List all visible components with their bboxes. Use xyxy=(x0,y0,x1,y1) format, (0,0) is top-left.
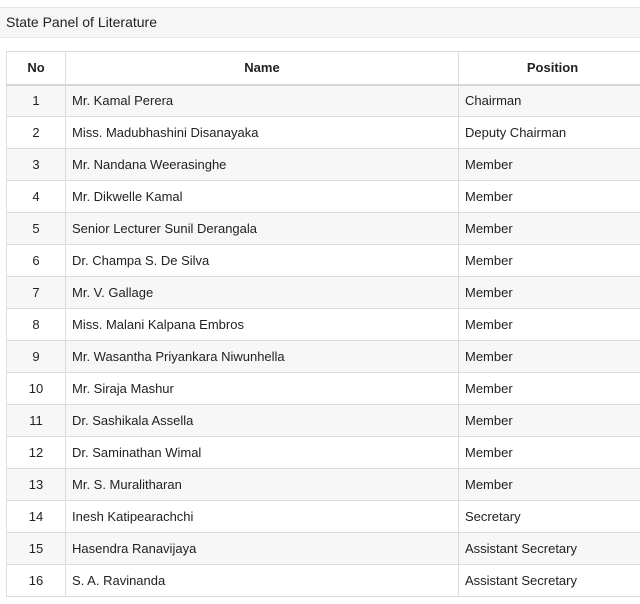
table-row xyxy=(7,341,640,373)
cell-no: 12 xyxy=(7,437,66,469)
cell-no: 11 xyxy=(7,405,66,437)
cell-no: 16 xyxy=(7,565,66,597)
cell-name: Mr. Wasantha Priyankara Niwunhella xyxy=(66,341,459,373)
table-row xyxy=(7,533,640,565)
cell-name: S. A. Ravinanda xyxy=(66,565,459,597)
table-row xyxy=(7,117,640,149)
cell-position: Chairman xyxy=(459,85,640,117)
cell-position: Member xyxy=(459,373,640,405)
table-row xyxy=(7,309,640,341)
cell-position: Secretary xyxy=(459,501,640,533)
cell-no: 5 xyxy=(7,213,66,245)
table-row xyxy=(7,245,640,277)
column-header-no[interactable]: No xyxy=(7,52,66,85)
cell-no: 1 xyxy=(7,85,66,117)
table-row xyxy=(7,501,640,533)
cell-name: Mr. Nandana Weerasinghe xyxy=(66,149,459,181)
cell-no: 3 xyxy=(7,149,66,181)
cell-position: Member xyxy=(459,245,640,277)
cell-position: Member xyxy=(459,181,640,213)
cell-position: Member xyxy=(459,469,640,501)
cell-no: 7 xyxy=(7,277,66,309)
cell-name: Dr. Sashikala Assella xyxy=(66,405,459,437)
cell-name: Mr. Siraja Mashur xyxy=(66,373,459,405)
cell-position: Assistant Secretary xyxy=(459,533,640,565)
panel-title: State Panel of Literature xyxy=(0,7,640,38)
cell-position: Member xyxy=(459,213,640,245)
cell-position: Member xyxy=(459,437,640,469)
cell-name: Miss. Malani Kalpana Embros xyxy=(66,309,459,341)
table-body xyxy=(7,85,640,597)
table-header-row xyxy=(7,52,640,85)
cell-no: 14 xyxy=(7,501,66,533)
cell-name: Mr. Dikwelle Kamal xyxy=(66,181,459,213)
cell-no: 10 xyxy=(7,373,66,405)
cell-no: 13 xyxy=(7,469,66,501)
cell-no: 2 xyxy=(7,117,66,149)
cell-name: Inesh Katipearachchi xyxy=(66,501,459,533)
table-row xyxy=(7,85,640,117)
table-row xyxy=(7,437,640,469)
members-table xyxy=(6,51,640,597)
cell-position: Member xyxy=(459,277,640,309)
table-row xyxy=(7,469,640,501)
table-row xyxy=(7,373,640,405)
cell-position: Deputy Chairman xyxy=(459,117,640,149)
cell-name: Mr. V. Gallage xyxy=(66,277,459,309)
cell-name: Miss. Madubhashini Disanayaka xyxy=(66,117,459,149)
cell-position: Member xyxy=(459,149,640,181)
cell-no: 15 xyxy=(7,533,66,565)
cell-name: Dr. Champa S. De Silva xyxy=(66,245,459,277)
cell-no: 9 xyxy=(7,341,66,373)
table-row xyxy=(7,149,640,181)
table-row xyxy=(7,181,640,213)
table-row xyxy=(7,565,640,597)
table-row xyxy=(7,213,640,245)
table-row xyxy=(7,277,640,309)
column-header-position[interactable]: Position xyxy=(459,52,640,85)
table-row xyxy=(7,405,640,437)
cell-name: Mr. Kamal Perera xyxy=(66,85,459,117)
cell-name: Senior Lecturer Sunil Derangala xyxy=(66,213,459,245)
column-header-name[interactable]: Name xyxy=(66,52,459,85)
cell-name: Mr. S. Muralitharan xyxy=(66,469,459,501)
cell-no: 4 xyxy=(7,181,66,213)
cell-name: Hasendra Ranavijaya xyxy=(66,533,459,565)
cell-position: Assistant Secretary xyxy=(459,565,640,597)
cell-position: Member xyxy=(459,309,640,341)
cell-position: Member xyxy=(459,405,640,437)
cell-no: 6 xyxy=(7,245,66,277)
cell-no: 8 xyxy=(7,309,66,341)
cell-position: Member xyxy=(459,341,640,373)
cell-name: Dr. Saminathan Wimal xyxy=(66,437,459,469)
